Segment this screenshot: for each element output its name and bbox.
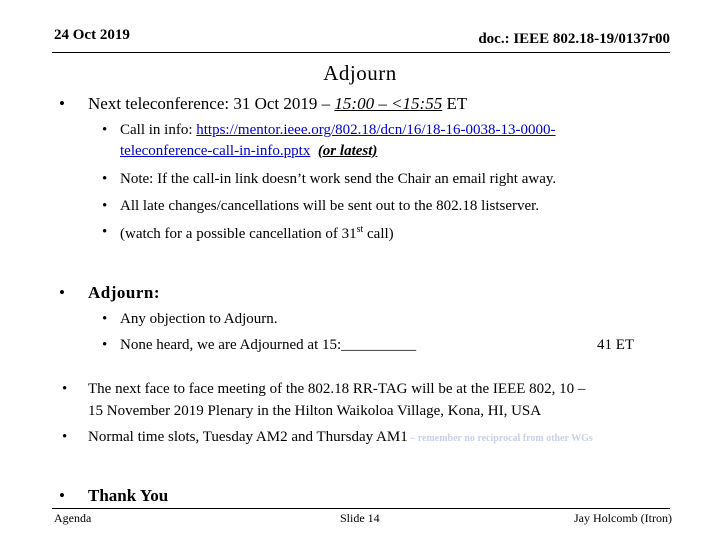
time-slots-line (88, 429, 593, 446)
next-meeting-line-1: The next face to face meeting of the 802.18 RR-TAG will be at the IEEE 802, 10 – (88, 381, 586, 397)
time-slots-note: – remember no reciprocal from other WGs (407, 433, 593, 444)
bullet-glyph: • (102, 122, 108, 138)
bullet-glyph: • (102, 224, 108, 240)
none-heard-line: None heard, we are Adjourned at 15:__________ (120, 337, 417, 353)
bullet-glyph: • (62, 429, 68, 445)
header-date: 24 Oct 2019 (54, 27, 130, 43)
callin-latest: (or latest) (317, 143, 378, 159)
note-line: Note: If the call-in link doesn’t work send the Chair an email right away. (120, 171, 557, 187)
callin-line-1 (120, 122, 556, 139)
next-teleconference-time: 15:00 – <15:55 (334, 94, 443, 113)
next-teleconference-suffix: ET (442, 94, 468, 113)
footer-left: Agenda (54, 511, 92, 525)
footer-author: Jay Holcomb (Itron) (574, 511, 672, 525)
bullet-glyph: • (102, 198, 108, 214)
next-teleconference-prefix: Next teleconference: 31 Oct 2019 – (88, 94, 335, 113)
next-teleconference (88, 94, 467, 114)
objection-line: Any objection to Adjourn. (120, 311, 278, 327)
next-meeting-line-2: 15 November 2019 Plenary in the Hilton Waikoloa Village, Kona, HI, USA (88, 403, 542, 419)
callin-link-continued[interactable]: teleconference-call-in-info.pptx (120, 143, 311, 159)
thank-you: Thank You (88, 486, 169, 505)
late-changes-line: All late changes/cancellations will be sent out to the 802.18 listserver. (120, 198, 540, 214)
callin-line-2 (120, 143, 377, 160)
bullet-glyph: • (59, 283, 65, 302)
bullet-glyph: • (59, 94, 65, 113)
header-doc-id: doc.: IEEE 802.18-19/0137r00 (478, 31, 670, 47)
footer-rule (52, 508, 670, 509)
time-slots-text: Normal time slots, Tuesday AM2 and Thursday AM1 (88, 429, 408, 445)
adjourn-heading: Adjourn: (88, 283, 161, 302)
callin-link[interactable]: https://mentor.ieee.org/802.18/dcn/16/18-16-0038-13-0000- (196, 122, 556, 138)
bullet-glyph: • (102, 171, 108, 187)
slide-number: Slide 14 (340, 511, 380, 525)
bullet-glyph: • (102, 337, 108, 353)
slide-title: Adjourn (323, 61, 397, 85)
watch-line (120, 224, 394, 243)
bullet-glyph: • (59, 486, 65, 505)
watch-suffix: call) (363, 226, 394, 242)
watch-superscript: st (356, 224, 364, 235)
callin-label: Call in info: (120, 122, 197, 138)
header-rule (52, 52, 670, 53)
adjourn-time-et: 41 ET (597, 337, 635, 353)
bullet-glyph: • (62, 381, 68, 397)
bullet-glyph: • (102, 311, 108, 327)
watch-prefix: (watch for a possible cancellation of 31 (120, 226, 357, 242)
